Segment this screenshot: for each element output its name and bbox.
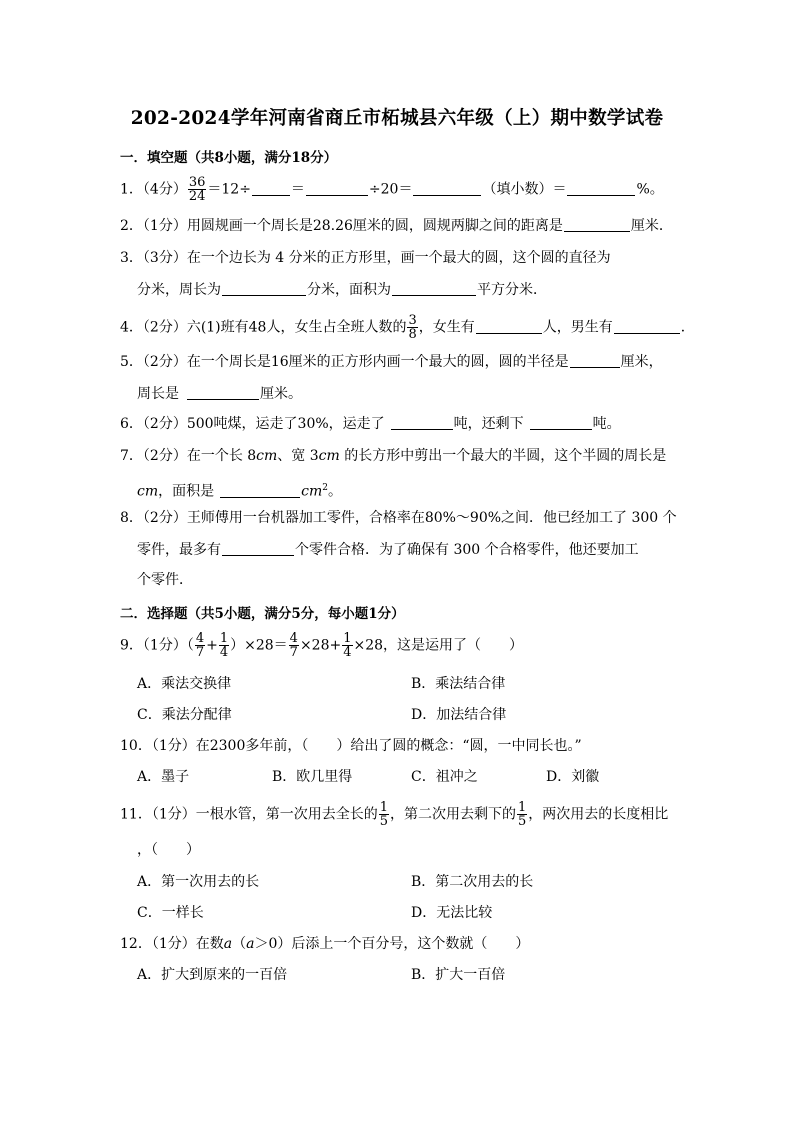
question-6 [120, 414, 621, 434]
fraction-denominator: 7 [289, 645, 298, 660]
answer-blank[interactable] [413, 180, 481, 196]
answer-blank[interactable] [222, 280, 306, 296]
question-12 [120, 934, 529, 954]
question-text: 厘米， [620, 354, 663, 370]
fraction-numerator: 4 [195, 631, 205, 646]
fraction-denominator: 5 [379, 814, 389, 829]
answer-blank[interactable] [306, 180, 368, 196]
fraction [289, 632, 299, 659]
question-text: + [206, 637, 218, 654]
fraction-denominator: 7 [195, 645, 205, 660]
variable: a [246, 936, 255, 952]
question-text: 8．（2分）王师傅用一台机器加工零件，合格率在80%～90%之间．他已经加工了 300 个 [120, 510, 677, 526]
question-11 [120, 801, 668, 828]
question-11-continued [137, 840, 200, 860]
question-number: 1．（4分） [120, 181, 187, 198]
question-text: ）×28＝ [230, 637, 288, 654]
question-text: 10．（1分）在2300多年前，（ ）给出了圆的概念：“圆，一中同长也。” [120, 738, 582, 754]
fraction [219, 632, 229, 659]
fraction-numerator: 36 [188, 175, 206, 190]
fraction [342, 632, 352, 659]
question-7-continued [137, 478, 342, 502]
question-text: 厘米． [630, 218, 673, 234]
unit-cm: cm [301, 483, 323, 500]
question-4 [120, 314, 695, 341]
fraction-denominator: 4 [343, 645, 352, 660]
option-c[interactable]: C．祖冲之 [411, 769, 478, 785]
fraction-denominator: 5 [518, 814, 527, 829]
question-8 [120, 508, 677, 528]
fraction-denominator: 24 [188, 189, 206, 204]
answer-blank[interactable] [476, 318, 542, 334]
answer-blank[interactable] [530, 414, 592, 430]
exponent: 2 [322, 483, 328, 493]
answer-blank[interactable] [614, 318, 680, 334]
question-7 [120, 446, 666, 466]
question-text: 平方分米． [477, 282, 547, 298]
question-3 [120, 248, 611, 268]
question-text: ＝12÷ [207, 181, 251, 198]
answer-blank[interactable] [252, 180, 290, 196]
fraction [379, 801, 389, 828]
option-a[interactable]: A．扩大到原来的一百倍 [137, 967, 288, 983]
option-d[interactable]: D．无法比较 [411, 905, 493, 921]
question-text: 、宽 3 [277, 448, 319, 464]
option-b[interactable]: B．欧几里得 [272, 769, 353, 785]
question-text: 。 [327, 483, 342, 500]
answer-blank[interactable] [570, 352, 620, 368]
answer-blank[interactable] [567, 180, 635, 196]
question-text: %。 [636, 181, 664, 198]
option-a[interactable]: A．墨子 [137, 769, 190, 785]
section-multiple-choice-heading: 二．选择题（共5小题，满分5分，每小题1分） [120, 606, 405, 622]
question-3-continued [137, 280, 547, 300]
question-8-continued [137, 570, 193, 590]
question-text: 9．（1分）（ [120, 637, 194, 654]
question-text: 吨。 [592, 416, 621, 432]
option-c[interactable]: C．一样长 [137, 905, 204, 921]
question-text: 2．（1分）用圆规画一个周长是28.26厘米的圆，圆规两脚之间的距离是 [120, 218, 563, 234]
fraction-denominator: 4 [219, 645, 229, 660]
question-text: ，面积是 [158, 483, 215, 500]
question-2 [120, 216, 673, 236]
unit-cm: cm [318, 448, 340, 464]
option-d[interactable]: D．加法结合律 [411, 707, 507, 723]
question-text: 人，男生有 [542, 319, 613, 336]
answer-blank[interactable] [564, 216, 630, 232]
option-a[interactable]: A．乘法交换律 [137, 676, 232, 692]
answer-blank[interactable] [187, 384, 259, 400]
option-c[interactable]: C．乘法分配律 [137, 707, 232, 723]
option-d[interactable]: D．刘徽 [546, 769, 600, 785]
question-text: 分米，面积为 [307, 282, 391, 298]
question-text: （ [232, 936, 247, 952]
unit-cm: cm [137, 483, 159, 500]
question-text: ×28+ [299, 637, 342, 654]
question-text: ×28，这是运用了（ ） [353, 637, 524, 654]
question-text: 吨，还剩下 [453, 416, 524, 432]
question-8-continued [137, 540, 639, 560]
answer-blank[interactable] [391, 414, 453, 430]
page-title: 202-2024学年河南省商丘市柘城县六年级（上）期中数学试卷 [130, 108, 664, 129]
question-1 [120, 176, 664, 203]
answer-blank[interactable] [220, 482, 300, 498]
unit-cm: cm [256, 448, 278, 464]
question-text: 的长方形中剪出一个最大的半圆，这个半圆的周长是 [339, 448, 667, 464]
question-text: 3．（3分）在一个边长为 4 分米的正方形里，画一个最大的圆，这个圆的直径为 [120, 250, 611, 266]
question-text: 4．（2分）六(1)班有48人，女生占全班人数的 [120, 319, 407, 336]
question-text: 周长是 [137, 386, 179, 402]
option-b[interactable]: B．扩大一百倍 [411, 967, 506, 983]
question-text: 厘米。 [260, 386, 302, 402]
fraction-numerator: 1 [379, 800, 389, 815]
section-fill-blank-heading: 一．填空题（共8小题，满分18分） [120, 150, 338, 166]
question-9 [120, 632, 523, 659]
fraction-numerator: 1 [343, 631, 352, 646]
variable: a [223, 936, 233, 952]
option-a[interactable]: A．第一次用去的长 [137, 874, 260, 890]
question-text: 分米，周长为 [137, 282, 221, 298]
fraction-numerator: 1 [219, 631, 229, 646]
fraction [517, 801, 527, 828]
answer-blank[interactable] [392, 280, 476, 296]
question-10 [120, 736, 582, 756]
fraction [195, 632, 205, 659]
question-text: 个零件合格．为了确保有 300 个合格零件，他还要加工 [295, 542, 639, 558]
question-text: ＝ [290, 181, 305, 198]
question-text: 6．（2分）500吨煤，运走了30%，运走了 [120, 416, 385, 432]
answer-blank[interactable] [222, 540, 294, 556]
question-text: ，（ ） [137, 842, 200, 858]
question-text: ，两次用去的长度相比 [528, 806, 669, 823]
question-text: ． [680, 319, 695, 336]
option-b[interactable]: B．乘法结合律 [411, 676, 506, 692]
fraction [188, 176, 207, 203]
question-text: ÷20＝ [368, 181, 413, 198]
question-text: ，女生有 [418, 319, 475, 336]
question-text: 零件，最多有 [137, 542, 221, 558]
question-text: ＞0）后添上一个百分号，这个数就（ ） [254, 936, 530, 952]
fraction-numerator: 1 [518, 800, 527, 815]
fraction [407, 314, 417, 341]
question-text: ，第二次用去剩下的 [390, 806, 517, 823]
question-text: （填小数）＝ [482, 181, 567, 198]
question-text: 5．（2分）在一个周长是16厘米的正方形内画一个最大的圆，圆的半径是 [120, 354, 569, 370]
question-text: 7．（2分）在一个长 8 [120, 448, 257, 464]
option-b[interactable]: B．第二次用去的长 [411, 874, 534, 890]
question-text: 11．（1分）一根水管，第一次用去全长的 [120, 806, 378, 823]
question-text: 12．（1分）在数 [120, 936, 224, 952]
fraction-numerator: 4 [289, 631, 298, 646]
fraction-numerator: 3 [408, 313, 417, 328]
question-text: 个零件． [137, 572, 193, 588]
question-5-continued [137, 384, 302, 404]
question-5 [120, 352, 663, 372]
fraction-denominator: 8 [408, 327, 417, 342]
